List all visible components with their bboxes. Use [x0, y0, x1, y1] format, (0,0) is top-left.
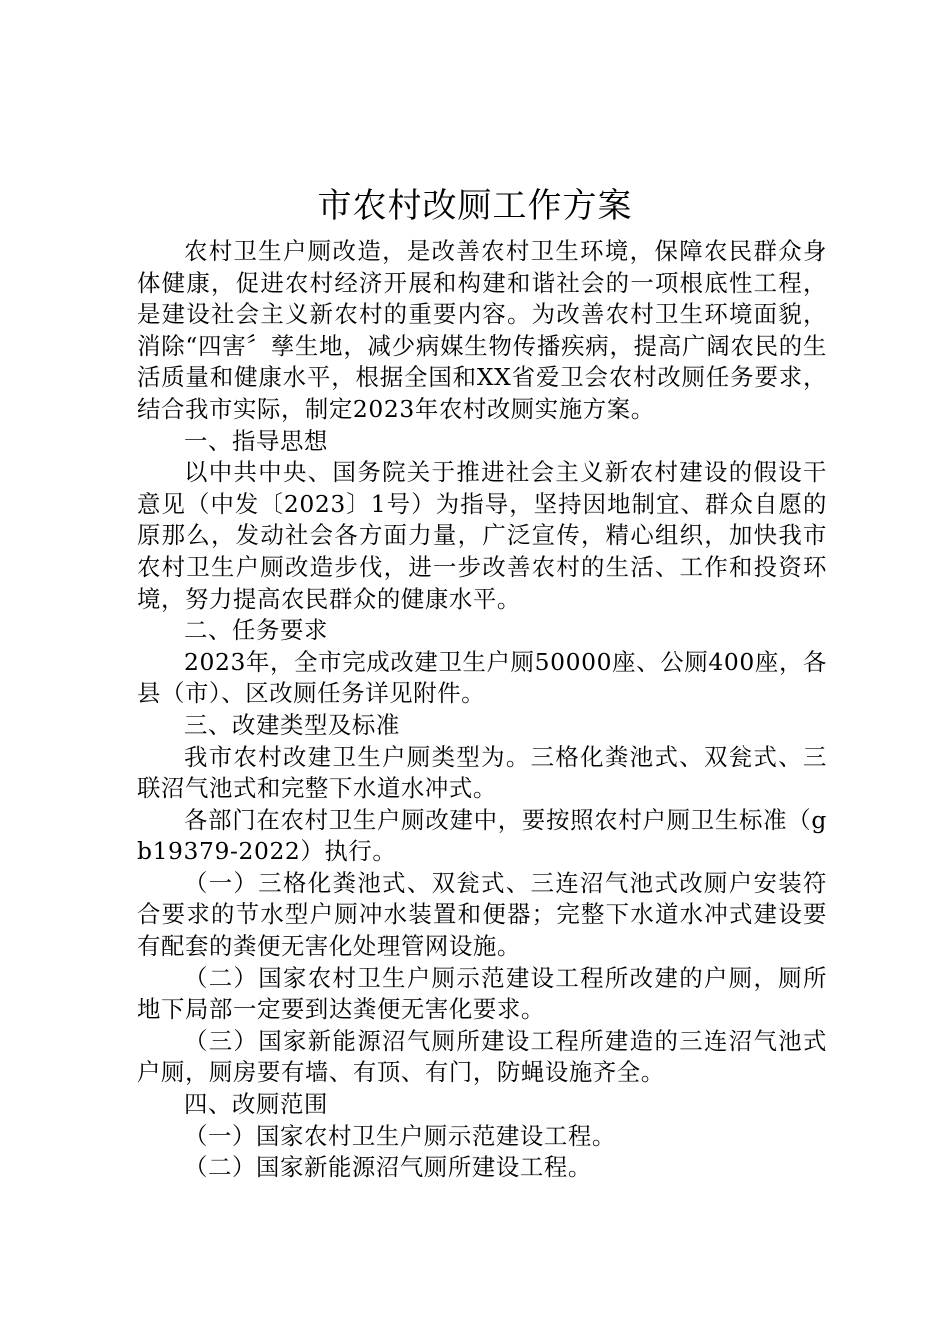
- scope-item-1: （一）国家农村卫生户厕示范建设工程。: [184, 1121, 616, 1150]
- standard-item-3: （三）国家新能源沼气厕所建设工程所建造的三连沼气池式户厕，厕房要有墙、有顶、有门，防蝇设施齐全。: [137, 1026, 827, 1087]
- standard-item-1: （一）三格化粪池式、双瓮式、三连沼气池式改厕户安装符合要求的节水型户厕冲水装置和便器；完整下水道水冲式建设要有配套的粪便无害化处理管网设施。: [137, 868, 827, 961]
- section-heading-guiding-ideology: 一、指导思想: [184, 426, 328, 455]
- document-title: 市农村改厕工作方案: [317, 186, 633, 226]
- document-body: [137, 236, 827, 1184]
- intro-paragraph: 农村卫生户厕改造，是改善农村卫生环境，保障农民群众身体健康，促进农村经济开展和构建和谐社会的一项根底性工程，是建设社会主义新农村的重要内容。为改善农村卫生环境面貌，消除“四害〞孳生地，减少病媒生物传播疾病，提高广阔农民的生活质量和健康水平，根据全国和XX省爱卫会农村改厕任务要求，结合我市实际，制定2023年农村改厕实施方案。: [137, 237, 827, 423]
- scope-item-2: （二）国家新能源沼气厕所建设工程。: [184, 1153, 592, 1182]
- task-requirements-paragraph: 2023年，全市完成改建卫生户厕50000座、公厕400座，各县（市）、区改厕任务详见附件。: [137, 647, 827, 708]
- guiding-ideology-paragraph: 以中共中央、国务院关于推进社会主义新农村建设的假设干意见（中发〔2023〕1号）为指导，坚持因地制宜、群众自愿的原那么，发动社会各方面力量，广泛宣传，精心组织，加快我市农村卫生户厕改造步伐，进一步改善农村的生活、工作和投资环境，努力提高农民群众的健康水平。: [137, 458, 827, 613]
- standards-paragraph: 各部门在农村卫生户厕改建中，要按照农村户厕卫生标准（gb19379-2022）执行。: [137, 805, 827, 866]
- section-heading-scope: 四、改厕范围: [184, 1090, 328, 1119]
- standard-item-2: （二）国家农村卫生户厕示范建设工程所改建的户厕，厕所地下局部一定要到达粪便无害化要求。: [137, 963, 827, 1024]
- section-heading-types-standards: 三、改建类型及标准: [184, 710, 400, 739]
- section-heading-task-requirements: 二、任务要求: [184, 616, 328, 645]
- types-paragraph: 我市农村改建卫生户厕类型为。三格化粪池式、双瓮式、三联沼气池式和完整下水道水冲式。: [137, 742, 827, 803]
